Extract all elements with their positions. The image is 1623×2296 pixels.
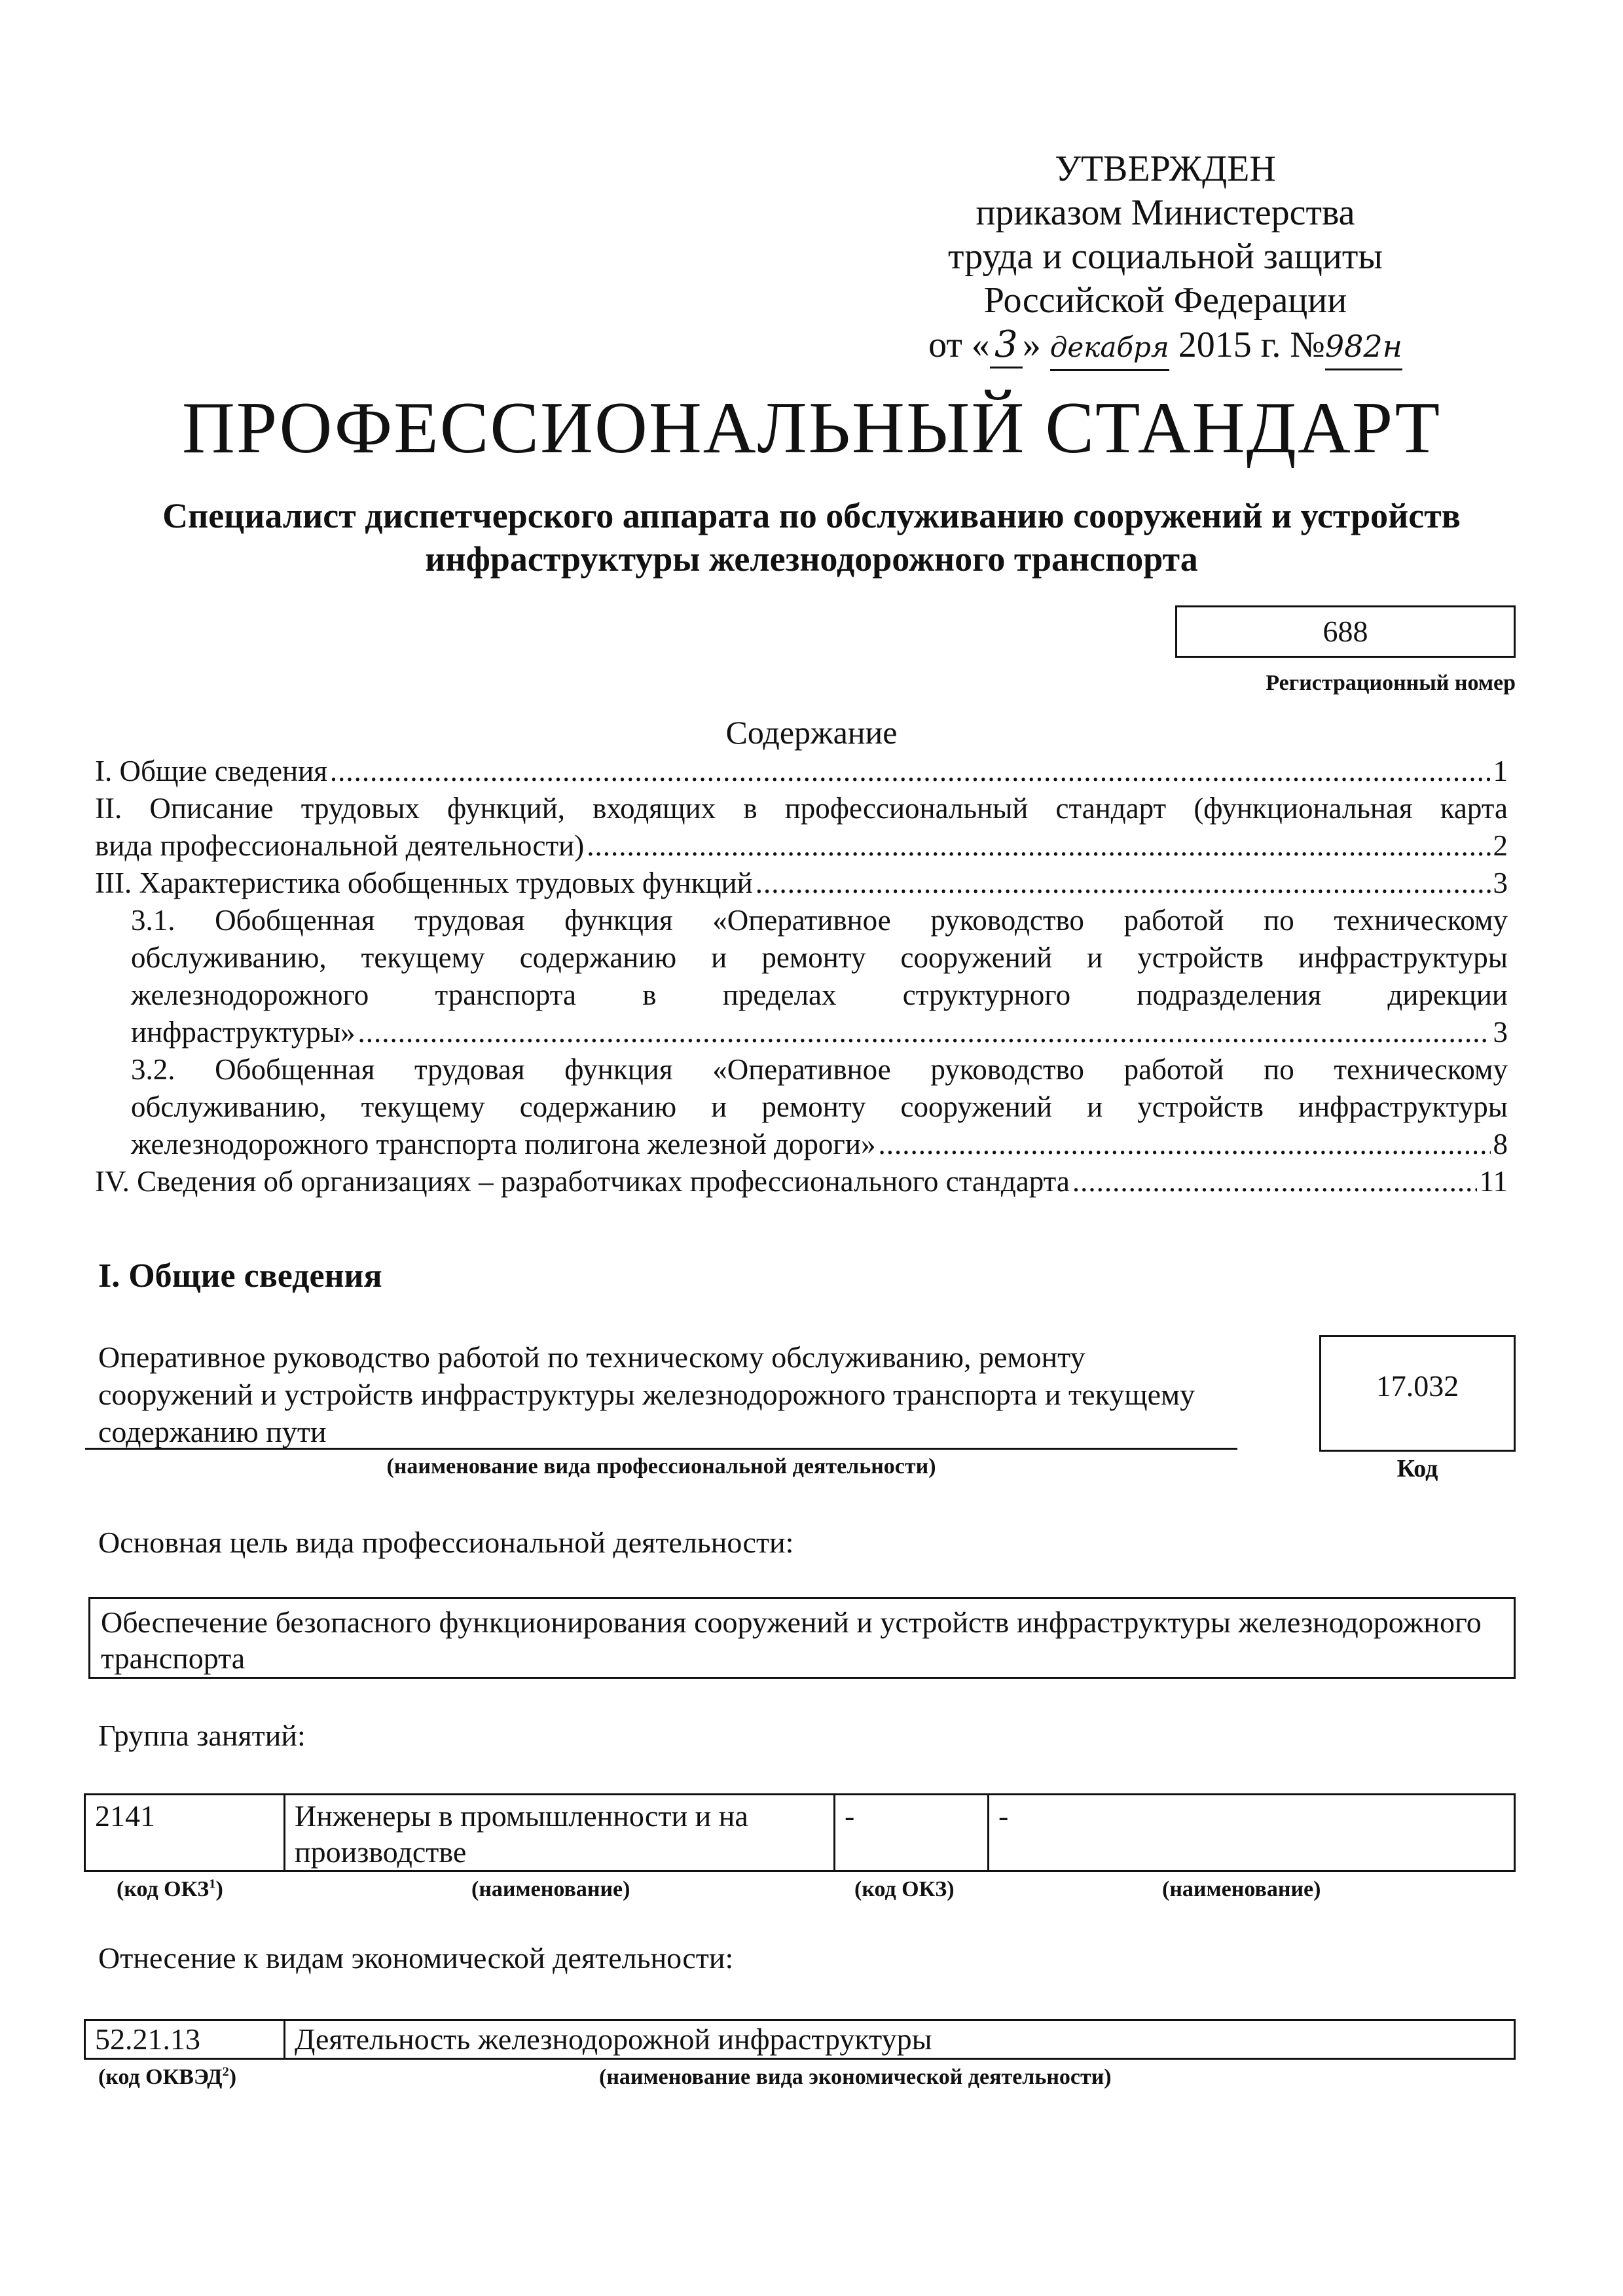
document-subtitle: Специалист диспетчерского аппарата по обслуживанию сооружений и устройств инфраструктуры железнодорожного транспорта [162, 496, 1461, 579]
day-suffix: » [1022, 325, 1041, 365]
approval-line-1: приказом Министерства [976, 192, 1355, 233]
date-prefix: от « [928, 325, 990, 365]
activity-caption: (наименование вида профессиональной деятельности) [386, 1454, 936, 1479]
toc-item-page: 3 [1493, 867, 1508, 899]
goal-box: Обеспечение безопасного функционирования сооружений и устройств инфраструктуры железнодорожного транспорта [88, 1597, 1516, 1679]
approval-block [805, 147, 1525, 371]
toc-item-4[interactable] [95, 1163, 1508, 1200]
activity-code-box: 17.032 [1319, 1335, 1516, 1452]
okved-code-caption: (код ОКВЭД$^2$) [98, 2064, 237, 2089]
occupation-name-cell-2: - [998, 1799, 1009, 1833]
econ-activity-name-cell: Деятельность железнодорожной инфраструктуры [295, 2022, 932, 2056]
handwritten-number: 982н [1325, 325, 1402, 370]
goal-label: Основная цель вида профессиональной деятельности: [98, 1526, 794, 1559]
toc-item-text-line: 3.2. Обобщенная трудовая функция «Оперативное руководство работой по техническому [131, 1053, 1508, 1086]
toc-item-text: IV. Сведения об организациях – разработчиках профессионального стандарта [95, 1165, 1070, 1198]
toc-item-page: 11 [1479, 1165, 1508, 1198]
toc-dots [756, 865, 1491, 902]
toc-item-text: железнодорожного транспорта полигона железной дороги» [131, 1128, 876, 1160]
handwritten-month: декабря [1050, 325, 1169, 371]
toc-item-1[interactable] [95, 753, 1508, 790]
approval-line-2: труда и социальной защиты [948, 236, 1383, 277]
handwritten-day: 3 [990, 323, 1023, 368]
toc-item-page: 3 [1493, 1016, 1508, 1049]
toc-item-text: I. Общие сведения [95, 755, 327, 787]
toc-item-2-start[interactable]: II. Описание трудовых функций, входящих в профессиональный стандарт (функциональная карта [95, 792, 1508, 825]
toc-item-text-line: обслуживанию, текущему содержанию и ремонту сооружений и устройств инфраструктуры [131, 1090, 1508, 1123]
toc-dots [330, 753, 1491, 790]
occupation-name-cell: Инженеры в промышленности и на производстве [285, 1795, 835, 1870]
activity-name: Оперативное руководство работой по техническому обслуживанию, ремонту сооружений и устройств инфраструктуры железнодорожного транспорта и текущему содержанию пути [98, 1340, 1195, 1448]
okz-code-caption: (код ОКЗ$^1$) [117, 1876, 223, 1901]
econ-activity-label: Отнесение к видам экономической деятельности: [98, 1941, 734, 1975]
toc-item-2[interactable] [95, 827, 1508, 865]
occupation-name-caption: (наименование) [471, 1877, 630, 1901]
approval-date-line [805, 323, 1525, 371]
econ-activity-table [84, 2019, 1516, 2060]
toc-item-page: 8 [1493, 1128, 1508, 1160]
toc-item-text-line: обслуживанию, текущему содержанию и ремонту сооружений и устройств инфраструктуры [131, 941, 1508, 974]
table-of-contents [95, 753, 1508, 1200]
toc-item-text-line: железнодорожного транспорта в пределах структурного подразделения дирекции [131, 978, 1508, 1011]
section-1-title: I. Общие сведения [98, 1257, 382, 1295]
toc-item-text: III. Характеристика обобщенных трудовых функций [95, 867, 753, 899]
toc-item-3-2[interactable] [95, 1051, 1508, 1163]
document-title: ПРОФЕССИОНАЛЬНЫЙ СТАНДАРТ [182, 387, 1441, 469]
toc-item-page: 1 [1493, 755, 1508, 787]
occupation-group-table [84, 1793, 1516, 1872]
number-prefix: № [1290, 325, 1325, 365]
toc-item-text-line: 3.1. Обобщенная трудовая функция «Оперативное руководство работой по техническому [131, 904, 1508, 937]
registration-number-box: 688 [1175, 605, 1516, 658]
okz-code-cell: 2141 [86, 1795, 285, 1870]
okz-code-cell-2: - [835, 1795, 989, 1870]
occupation-name-caption-2: (наименование) [1162, 1877, 1321, 1901]
approval-year: 2015 г. [1178, 325, 1281, 365]
econ-activity-name-caption: (наименование вида экономической деятельности) [599, 2065, 1112, 2089]
toc-item-page: 2 [1493, 829, 1508, 862]
toc-dots [357, 1014, 1490, 1051]
toc-item-text: инфраструктуры» [131, 1016, 356, 1049]
activity-underline [85, 1448, 1237, 1450]
approval-heading: УТВЕРЖДЕН [1055, 149, 1276, 189]
group-label: Группа занятий: [98, 1719, 306, 1752]
registration-number-label: Регистрационный номер [1266, 671, 1516, 695]
toc-item-3[interactable] [95, 865, 1508, 902]
toc-title: Содержание [725, 714, 898, 751]
toc-item-text: вида профессиональной деятельности) [95, 829, 585, 862]
toc-dots [1072, 1163, 1477, 1200]
activity-code-caption: Код [1396, 1455, 1438, 1482]
approval-line-3: Российской Федерации [983, 280, 1347, 321]
toc-dots [587, 827, 1490, 865]
toc-dots [878, 1126, 1490, 1163]
okved-code-cell: 52.21.13 [86, 2021, 285, 2058]
okz-code-caption-2: (код ОКЗ) [854, 1877, 955, 1901]
toc-item-3-1[interactable] [95, 902, 1508, 1051]
